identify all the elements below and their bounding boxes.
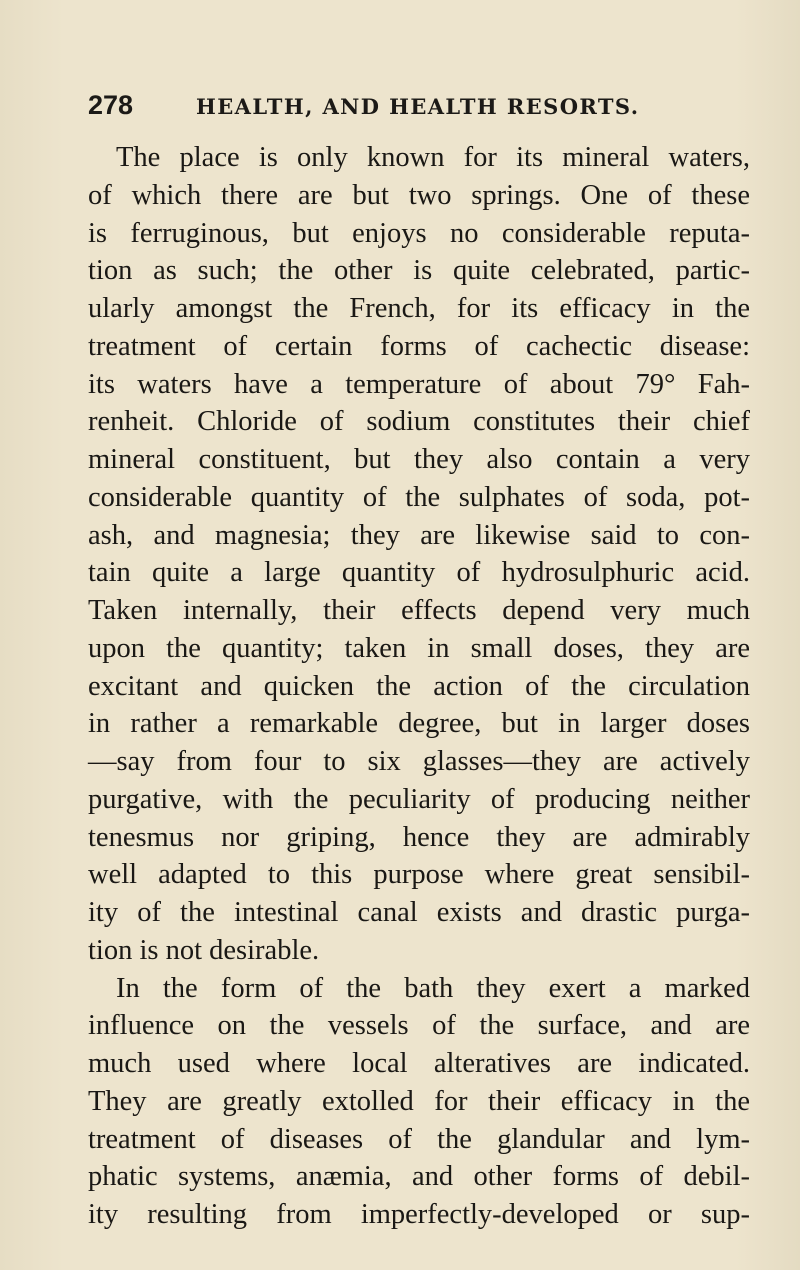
- text-line: treatment of diseases of the glandular and lym-: [88, 1123, 750, 1155]
- text-line: upon the quantity; taken in small doses, they are: [88, 632, 750, 664]
- page-number: 278: [88, 90, 134, 120]
- text-line: —say from four to six glasses—they are actively: [88, 746, 750, 777]
- text-line: phatic systems, anæmia, and other forms of debil-: [88, 1161, 750, 1193]
- text-line: ash, and magnesia; they are likewise said to con-: [88, 519, 750, 551]
- body-text: [88, 139, 750, 1234]
- text-line: Taken internally, their effects depend very much: [88, 595, 750, 626]
- text-line: tain quite a large quantity of hydrosulphuric acid.: [88, 557, 750, 589]
- text-line: They are greatly extolled for their efficacy in the: [88, 1085, 750, 1117]
- text-line: of which there are but two springs. One of these: [88, 179, 750, 211]
- text-line: in rather a remarkable degree, but in larger doses: [88, 708, 750, 740]
- text-line: tion as such; the other is quite celebrated, partic-: [88, 255, 750, 287]
- text-line: ity of the intestinal canal exists and drastic purga-: [88, 897, 750, 928]
- text-line: ity resulting from imperfectly-developed or sup-: [88, 1199, 750, 1230]
- text-line: tenesmus nor griping, hence they are admirably: [88, 821, 750, 853]
- text-line: ularly amongst the French, for its efficacy in the: [88, 293, 750, 324]
- paragraph-2: [88, 970, 750, 1234]
- text-line: is ferruginous, but enjoys no considerable reputa-: [88, 217, 750, 249]
- text-line: mineral constituent, but they also contain a very: [88, 444, 750, 475]
- paragraph-1: [88, 139, 750, 970]
- text-line: influence on the vessels of the surface, and are: [88, 1010, 750, 1042]
- text-line: considerable quantity of the sulphates of soda, pot-: [88, 481, 750, 513]
- text-line: much used where local alteratives are indicated.: [88, 1048, 750, 1079]
- running-head: HEALTH, AND HEALTH RESORTS.: [196, 94, 640, 119]
- text-line: purgative, with the peculiarity of producing neither: [88, 783, 750, 815]
- text-line: well adapted to this purpose where great sensibil-: [88, 859, 750, 891]
- text-line: excitant and quicken the action of the circulation: [88, 670, 750, 702]
- text-line: treatment of certain forms of cachectic disease:: [88, 330, 750, 362]
- text-line: renheit. Chloride of sodium constitutes their chief: [88, 406, 750, 438]
- text-line: its waters have a temperature of about 79° Fah-: [88, 368, 750, 400]
- text-line: The place is only known for its mineral waters,: [116, 142, 750, 173]
- page-header: [88, 90, 748, 130]
- text-line: tion is not desirable.: [88, 934, 320, 966]
- text-line: In the form of the bath they exert a marked: [116, 972, 750, 1004]
